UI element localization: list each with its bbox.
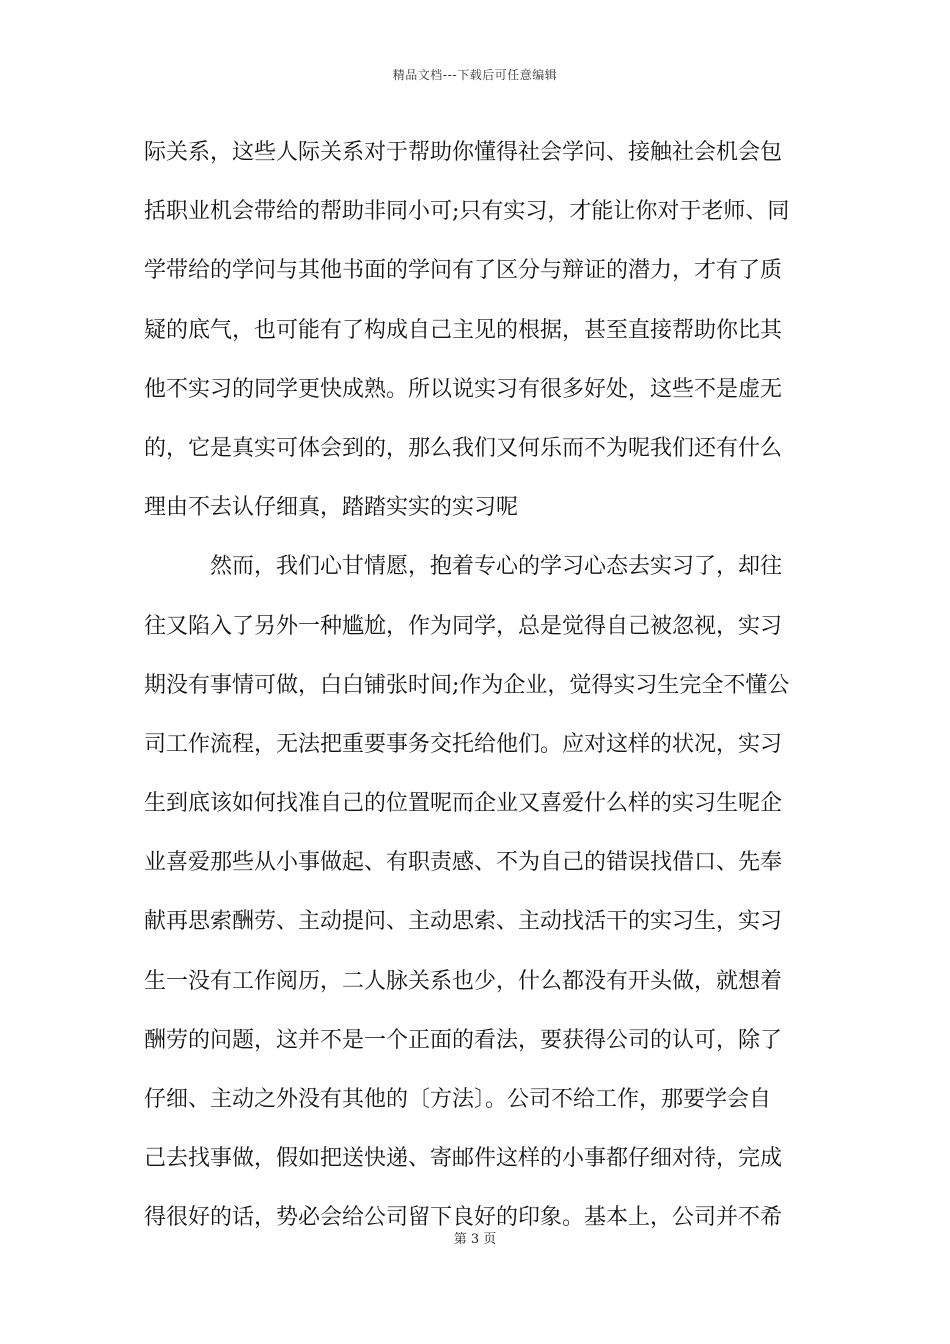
- text-line: 生到底该如何找准自己的位置呢而企业又喜爱什么样的实习生呢企: [144, 791, 783, 817]
- text-line: 业喜爱那些从小事做起、有职责感、不为自己的错误找借口、先奉: [144, 850, 783, 876]
- text-line: 理由不去认仔细真，踏踏实实的实习呢: [144, 495, 519, 521]
- page-header: 精品文档---下载后可任意编辑: [392, 68, 558, 82]
- document-body: [144, 132, 808, 1257]
- text-line: 期没有事情可做，白白铺张时间;作为企业，觉得实习生完全不懂公: [144, 672, 790, 698]
- text-line: 际关系，这些人际关系对于帮助你懂得社会学问、接触社会机会包: [144, 140, 783, 165]
- text-line: 生一没有工作阅历，二人脉关系也少，什么都没有开头做，就想着: [144, 968, 783, 994]
- paragraph-first-line: 然而，我们心甘情愿，抱着专心的学习心态去实习了，却往: [210, 554, 783, 580]
- text-line: 己去找事做，假如把送快递、寄邮件这样的小事都仔细对待，完成: [144, 1146, 783, 1172]
- text-line: 疑的底气，也可能有了构成自己主见的根据，甚至直接帮助你比其: [144, 317, 783, 343]
- text-line: 仔细、主动之外没有其他的〔方法〕。公司不给工作，那要学会自: [144, 1087, 772, 1112]
- text-line: 献再思索酬劳、主动提问、主动思索、主动找活干的实习生，实习: [144, 909, 783, 935]
- text-line: 得很好的话，势必会给公司留下良好的印象。基本上，公司并不希: [144, 1205, 783, 1231]
- text-line: 他不实习的同学更快成熟。所以说实习有很多好处，这些不是虚无: [144, 376, 783, 402]
- text-line: 酬劳的问题，这并不是一个正面的看法，要获得公司的认可，除了: [144, 1027, 783, 1053]
- text-line: 的，它是真实可体会到的，那么我们又何乐而不为呢我们还有什么: [144, 435, 783, 461]
- page-number: 第 3 页: [453, 1232, 497, 1247]
- text-line: 学带给的学问与其他书面的学问有了区分与辩证的潜力，才有了质: [144, 258, 783, 284]
- text-line: 括职业机会带给的帮助非同小可;只有实习，才能让你对于老师、同: [144, 199, 790, 225]
- text-line: 往又陷入了另外一种尴尬，作为同学，总是觉得自己被忽视，实习: [144, 613, 783, 639]
- text-line: 司工作流程，无法把重要事务交托给他们。应对这样的状况，实习: [144, 731, 783, 757]
